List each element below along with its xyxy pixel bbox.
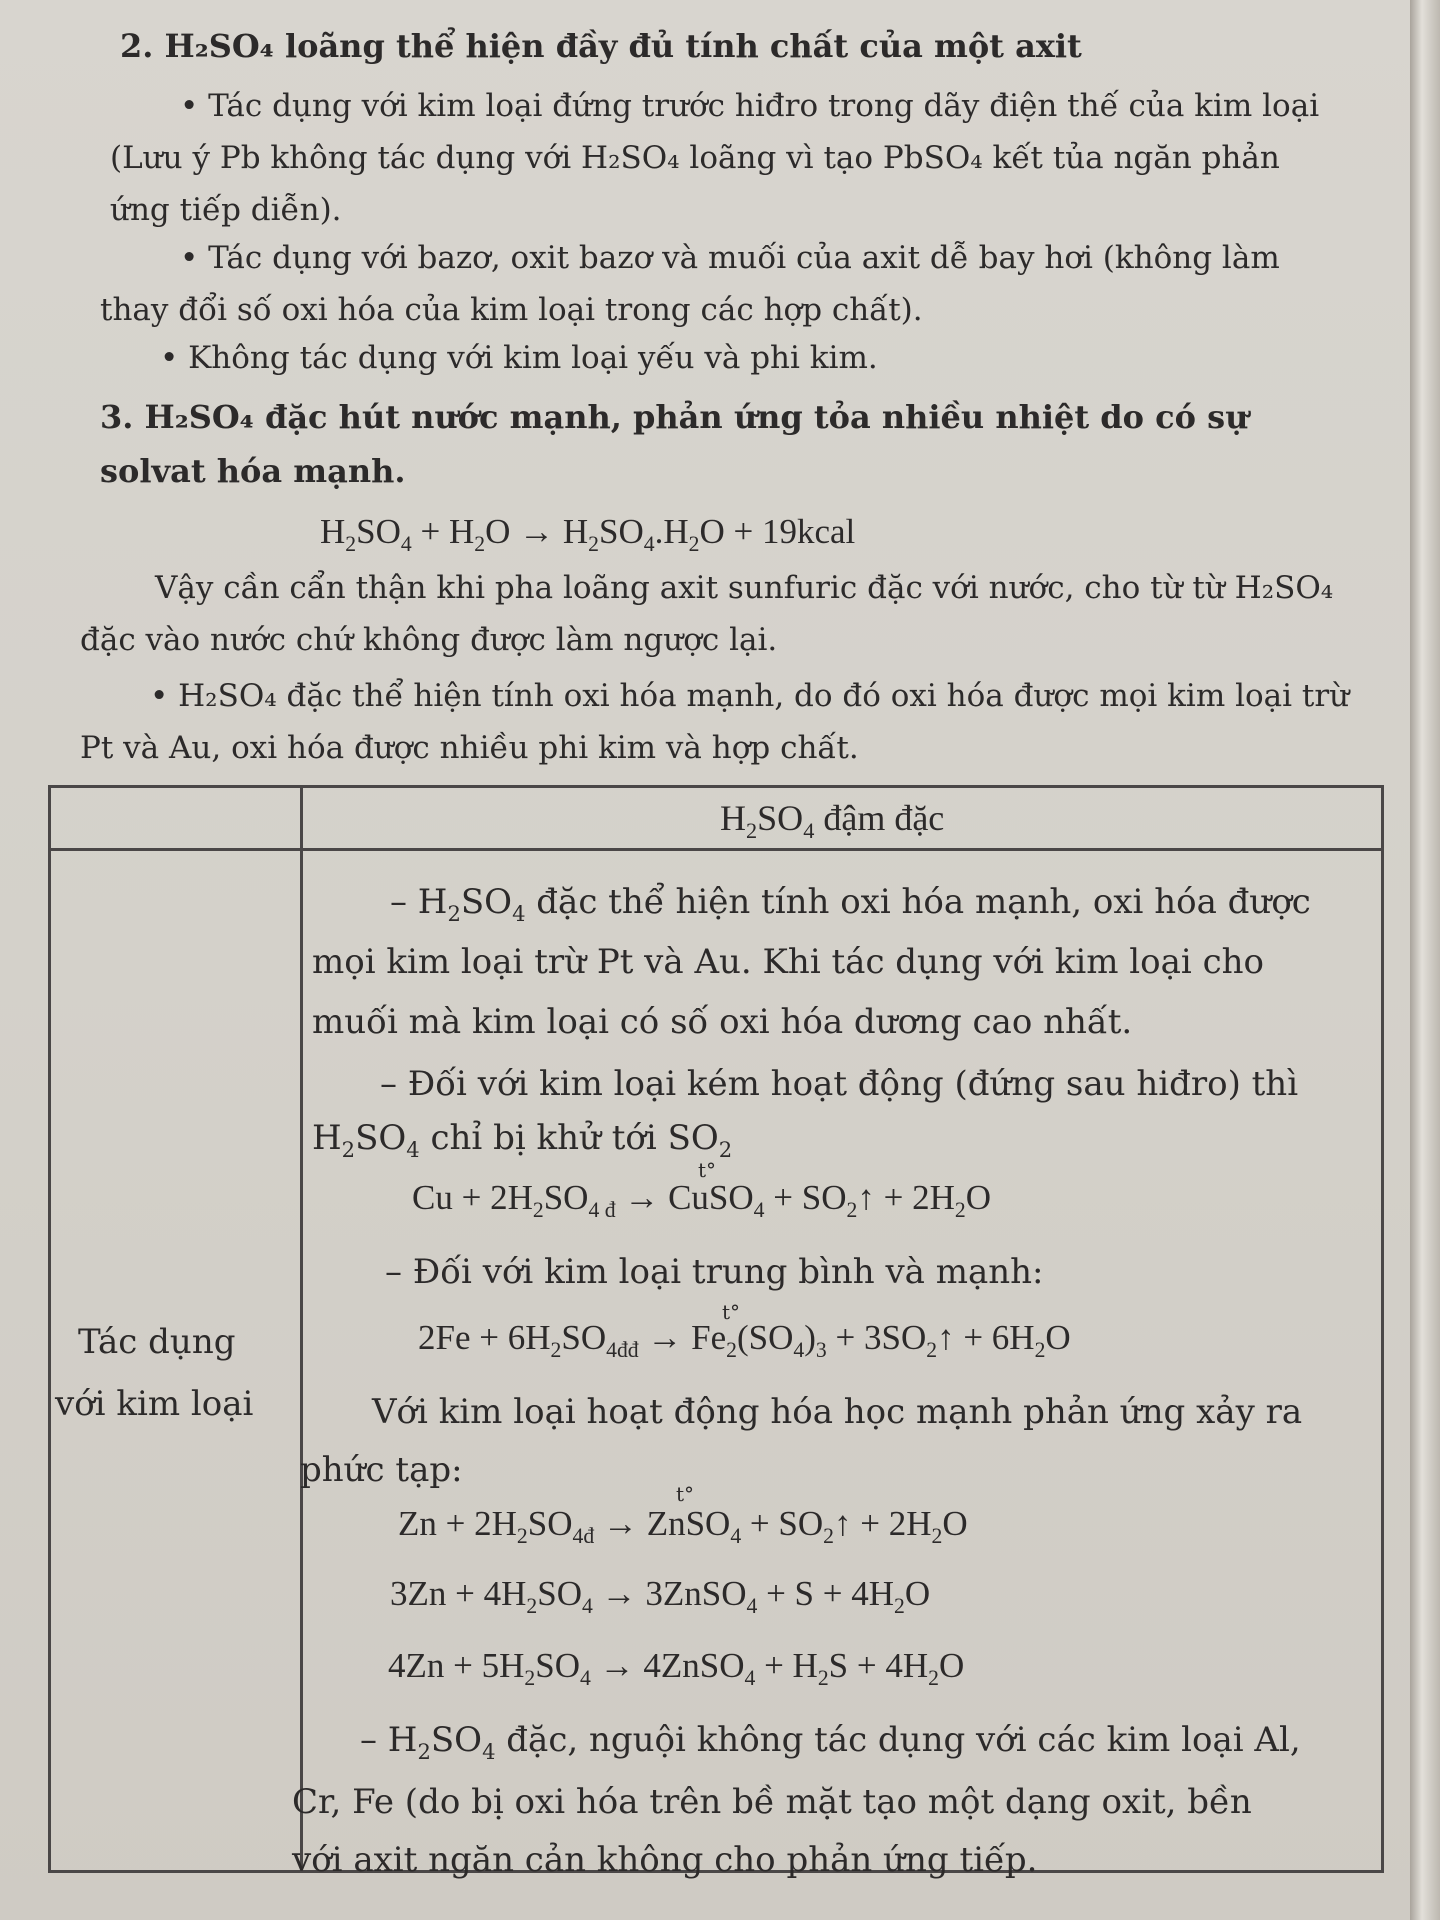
section-2-heading: 2. H₂SO₄ loãng thể hiện đầy đủ tính chất của một axit	[120, 27, 1082, 65]
table-line-6: – Đối với kim loại trung bình và mạnh:	[385, 1252, 1044, 1292]
table-line-7: Với kim loại hoạt động hóa học mạnh phản ứng xảy ra	[372, 1392, 1303, 1432]
equation-zn-3: $4Zn + 5H_2SO_4$ → 4ZnSO$_4$ + $H_2S + 4H_2O$	[388, 1646, 965, 1690]
table-line-2: mọi kim loại trừ Pt và Au. Khi tác dụng với kim loại cho	[312, 942, 1265, 982]
equation-zn-2: $3Zn + 4H_2SO_4$ → 3ZnSO$_4$ + $S + 4H_2O$	[390, 1574, 931, 1618]
row-label-line-2: với kim loại	[55, 1384, 254, 1424]
section-2-bullet-2: • Tác dụng với bazơ, oxit bazơ và muối của axit dễ bay hơi (không làm thay đổi số oxi hóa của kim loại trong các hợp chất).	[100, 240, 1280, 328]
equation-fe: $2Fe + 6H_2SO_{4đđ} \to Fe_2(SO_4)_3$ + $3SO_2↑ + 6H_2O$	[418, 1318, 1071, 1362]
table-line-8: phức tạp:	[300, 1450, 463, 1490]
table-line-1: – $H_2SO_4$ đặc thể hiện tính oxi hóa mạnh, oxi hóa được	[390, 882, 1311, 926]
equation-zn-1: $Zn + 2H_2SO_{4đ}$ → ZnSO$_4$ + $SO_2↑ + 2H_2O$	[398, 1504, 968, 1548]
section-2-bullet-1: • Tác dụng với kim loại đứng trước hiđro trong dãy điện thế của kim loại (Lưu ý Pb không tác dụng với H₂SO₄ loãng vì tạo PbSO₄ kết tủa ngăn phản ứng tiếp diễn).	[110, 88, 1320, 228]
temperature-mark-3: t°	[676, 1482, 695, 1506]
table-column-divider	[300, 785, 303, 1870]
table-line-11: với axit ngăn cản không cho phản ứng tiếp.	[292, 1840, 1038, 1880]
temperature-mark-2: t°	[722, 1300, 741, 1324]
table-line-10: Cr, Fe (do bị oxi hóa trên bề mặt tạo một dạng oxit, bền	[292, 1782, 1252, 1822]
table-header-divider	[48, 848, 1381, 851]
row-label-line-1: Tác dụng	[78, 1322, 236, 1362]
oxidation-note: • H₂SO₄ đặc thể hiện tính oxi hóa mạnh, do đó oxi hóa được mọi kim loại trừ Pt và Au, oxi hóa được nhiều phi kim và hợp chất.	[80, 678, 1350, 766]
section-2-bullet-3: • Không tác dụng với kim loại yếu và phi kim.	[160, 340, 878, 376]
table-line-9: – $H_2SO_4$ đặc, nguội không tác dụng với các kim loại Al,	[360, 1720, 1301, 1764]
table-line-5: $H_2SO_4$ chỉ bị khử tới $SO_2$	[312, 1118, 733, 1162]
solvation-equation: $H_2SO_4 + H_2O \to H_2SO_4.H_2O$ + 19kcal	[320, 512, 856, 556]
temperature-mark-1: t°	[698, 1158, 717, 1182]
equation-cu: $Cu + 2H_2SO_{4 đ}$ → CuSO$_4$ + $SO_2↑ + 2H_2O$	[412, 1178, 991, 1222]
dilution-note: Vậy cần cẩn thận khi pha loãng axit sunfuric đặc với nước, cho từ từ H₂SO₄ đặc vào nước chứ không được làm ngược lại.	[80, 570, 1334, 658]
table-header-cell: $H_2SO_4$ đậm đặc	[720, 798, 945, 844]
section-3-heading: 3. H₂SO₄ đặc hút nước mạnh, phản ứng tỏa nhiều nhiệt do có sự solvat hóa mạnh.	[100, 398, 1249, 490]
table-line-3: muối mà kim loại có số oxi hóa dương cao nhất.	[312, 1002, 1133, 1042]
page-edge	[1410, 0, 1440, 1920]
table-line-4: – Đối với kim loại kém hoạt động (đứng sau hiđro) thì	[380, 1064, 1299, 1104]
